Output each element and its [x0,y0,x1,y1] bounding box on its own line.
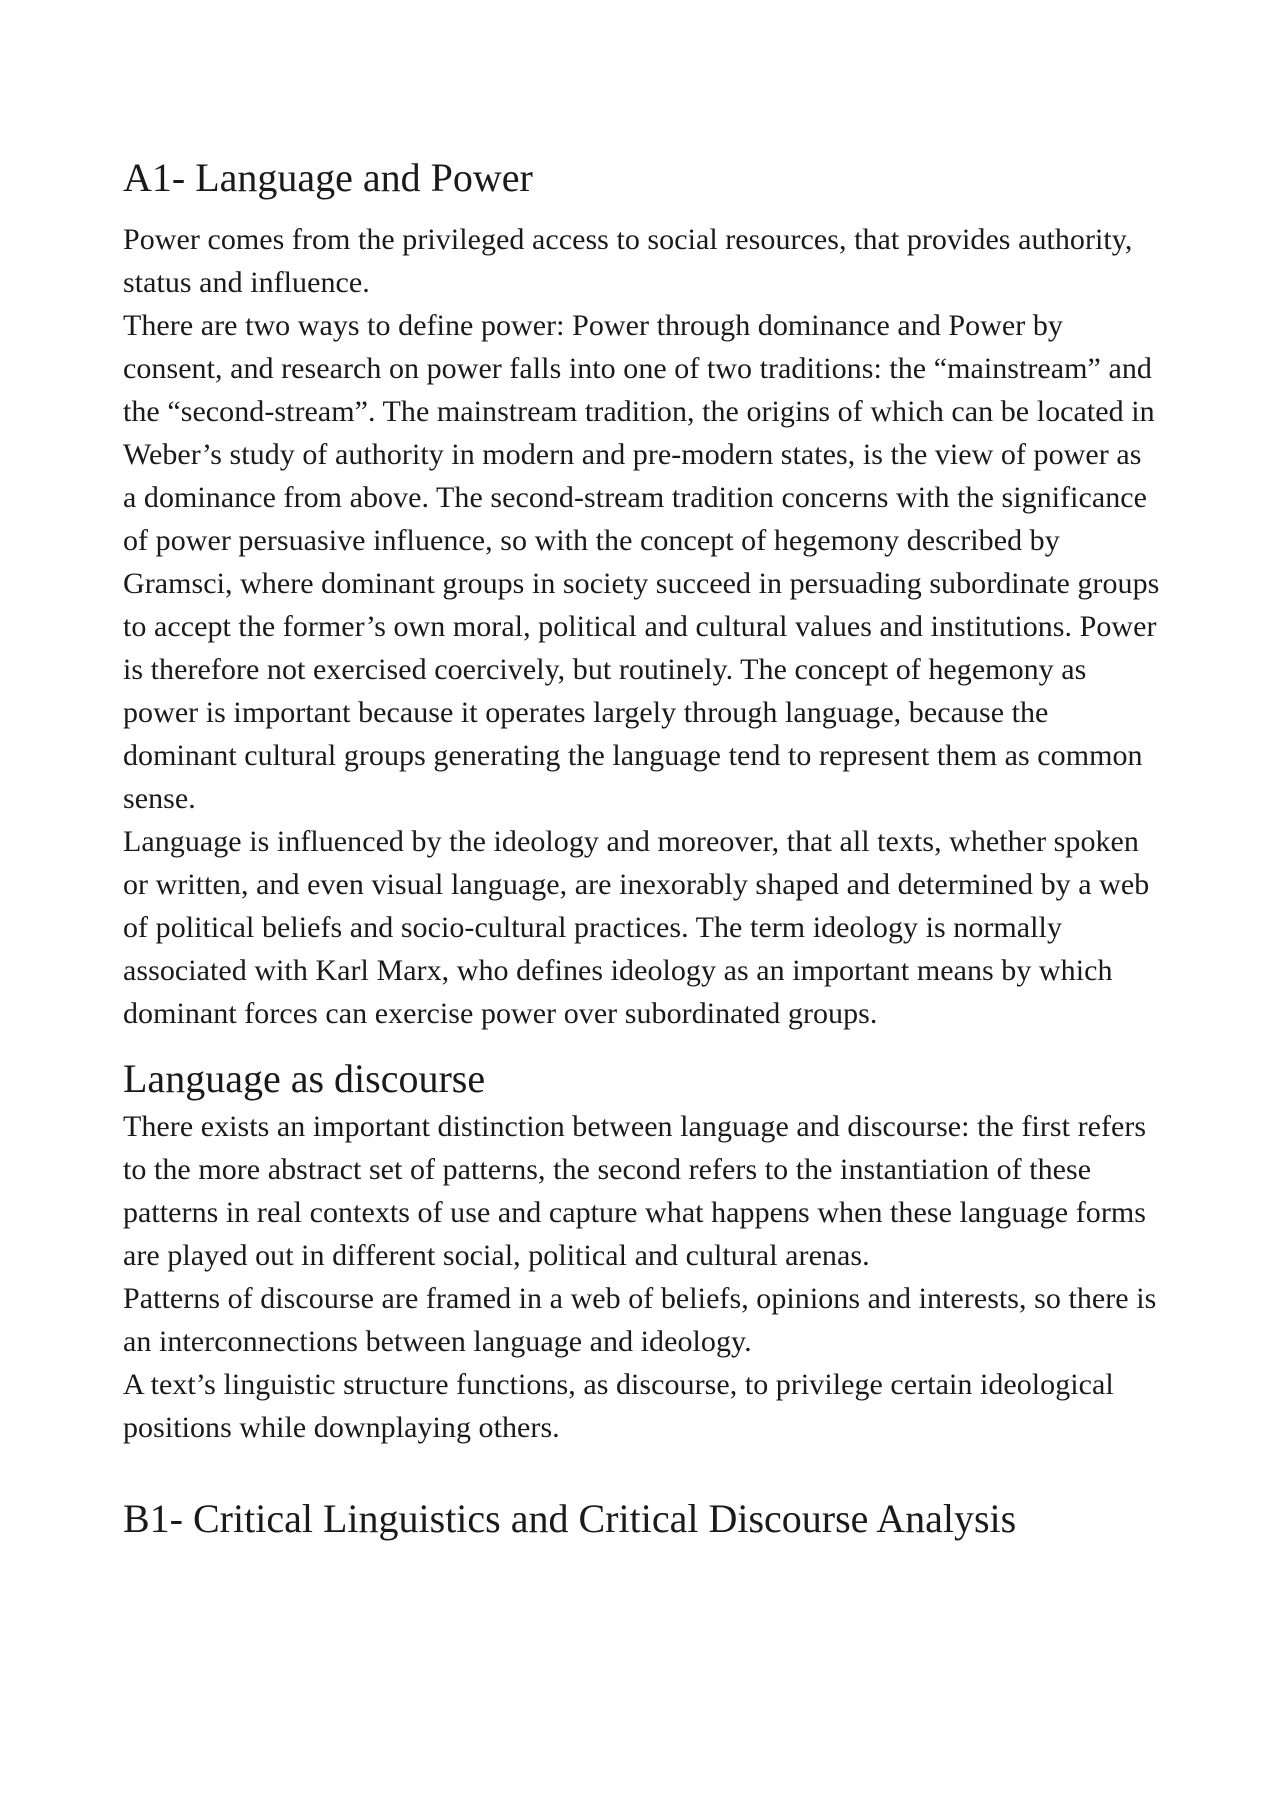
paragraph-power-definition: Power comes from the privileged access to social resources, that provides authority, status and influence. [123,223,1133,299]
paragraph-language-vs-discourse: There exists an important distinction between language and discourse: the first refers to the more abstract set of patterns, the second refers to the instantiation of these patterns in real contexts of use and capture what happens when these language forms are played out in different social, political and cultural arenas. [123,1110,1147,1272]
section-heading-b1: B1- Critical Linguistics and Critical Discourse Analysis [123,1496,1017,1541]
paragraph-discourse-patterns: Patterns of discourse are framed in a web of beliefs, opinions and interests, so there is an interconnections between language and ideology. [123,1282,1157,1358]
paragraph-linguistic-structure: A text’s linguistic structure functions, as discourse, to privilege certain ideological positions while downplaying others. [123,1368,1114,1444]
paragraph-power-traditions: There are two ways to define power: Power through dominance and Power by consent, and research on power falls into one of two traditions: the “mainstream” and the “second-stream”. The mainstream tradition, the origins of which can be located in Weber’s study of authority in modern and pre-modern states, is the view of power as a dominance from above. The second-stream tradition concerns with the significance of power persuasive influence, so with the concept of hegemony described by Gramsci, where dominant groups in society succeed in persuading subordinate groups to accept the former’s own moral, political and cultural values and institutions. Power is therefore not exercised coercively, but routinely. The concept of hegemony as power is important because it operates largely through language, because the dominant cultural groups generating the language tend to represent them as common sense. [123,309,1160,815]
section-heading-a1: A1- Language and Power [123,155,533,200]
paragraph-ideology: Language is influenced by the ideology and moreover, that all texts, whether spoken or written, and even visual language, are inexorably shaped and determined by a web of political beliefs and socio-cultural practices. The term ideology is normally associated with Karl Marx, who defines ideology as an important means by which dominant forces can exercise power over subordinated groups. [123,825,1150,1030]
section-heading-discourse: Language as discourse [123,1056,486,1101]
